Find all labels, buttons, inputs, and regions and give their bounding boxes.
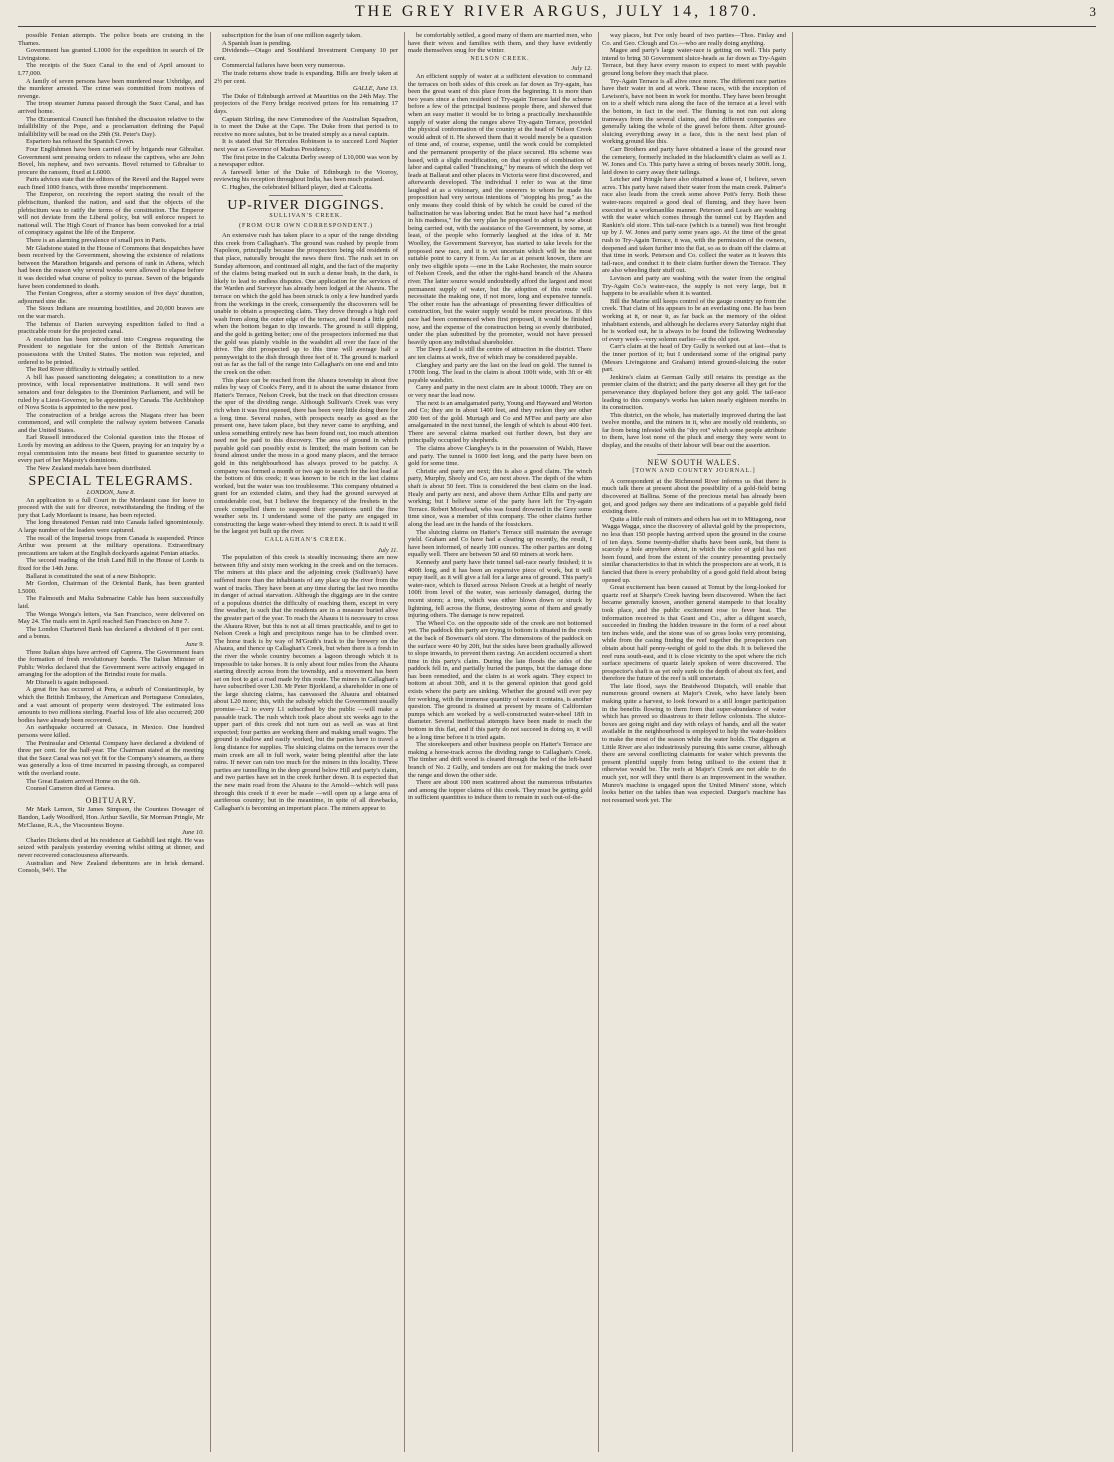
paragraph: The Falmouth and Malta Submarine Cable has been successfully laid. — [18, 595, 204, 610]
paragraph: Australian and New Zealand debentures are in brisk demand. Consols, 94½. The — [18, 859, 204, 875]
page-number: 3 — [1089, 4, 1096, 19]
news-paragraphs — [18, 32, 204, 472]
upriver-heading: UP-RIVER DIGGINGS. — [227, 198, 385, 214]
dateline: July 12. — [571, 65, 592, 73]
paragraph: Jenkins's claim at German Gully still retains its prestige as the premier claim of the district; and the party deserve all they get for the perseverance they displayed before they got any gold. The tail-race leading to this company's works has taken nearly eighteen months in its construction. — [602, 373, 786, 412]
masthead — [0, 0, 1114, 24]
paragraph: Carey and party in the next claim are in about 1000ft. They are on or very near the lead now. — [408, 384, 592, 399]
paragraph: The Deep Lead is still the centre of attraction in the district. There are ten claims at work, five of which may be considered payable. — [408, 346, 592, 361]
paragraph: The storekeepers and other business people on Hatter's Terrace are making a horse-track across the dividing range to Callaghan's Creek. The timber and drift wood is cleared through the bed of the left-hand branch of No. 2 Gully, and tenders are out for making the track over the range and down the other side. — [408, 741, 592, 779]
paragraph: The Wheel Co. on the opposite side of the creek are not bottomed yet. The paddock this party are trying to bottom is situated in the creek at the back of Bowman's old store. The dimensions of the paddock on the surface were 40 by 20ft, but the sides have been gradually allowed to slope inwards, to prevent them caving. An accident occurred a short time in this party's claim. During the late floods the sides of the paddock fell in, and partially buried the pumps, but the damage done has been remedied, and the claim is at work again. They expect to bottom at about 30ft, and it is the general opinion that good gold exists where the party are sinking. Whether the ground will ever pay for working, with the immense quantity of water it contains, is another question. The ground is drained at present by means of Californian pumps which are worked by a well-constructed water-wheel 18ft in diameter. Several ineffectual attempts have been made to reach the bottom in this flat, and if this party do not succeed in doing so, it will be a long time before it is tried again. — [408, 619, 592, 741]
paragraph: Carr Brothers and party have obtained a lease of the ground near the cemetery, formerly included in the blacksmith's claim as well as J. W. Jones and Co. This party have a string of boxes nearly 300ft. long, laid down to carry away their tailings. — [602, 145, 786, 176]
paragraph: A resolution has been introduced into Congress requesting the President to negotiate for the union of the British American possessions with the United States. The motion was rejected, and ordered to be printed. — [18, 335, 204, 366]
paragraph: The New Zealand medals have been distributed. — [26, 464, 152, 472]
news-paragraphs — [214, 554, 398, 812]
paragraph: The Great Eastern arrived Home on the 6th. — [26, 777, 141, 785]
paragraph: Mr Gordon, Chairman of the Oriental Bank, has been granted L5000. — [18, 580, 204, 595]
column-3 — [408, 32, 592, 1452]
paragraph: The trade returns show trade is expanding. Bills are freely taken at 2½ per cent. — [214, 69, 398, 85]
paragraph: The next is an amalgamated party, Young and Hayward and Worton and Co; they are in about 1400 feet, and they reckon they are other 200 feet of the gold. Murtagh and Co and M'Fee and party are also amalgamated in the next tunnel, the length of which is about 400 feet. There are several claims marked out further down, but they are principally occupied by shepherds. — [408, 399, 592, 445]
news-paragraphs — [18, 806, 204, 829]
paragraph: Three Italian ships have arrived off Caprera. The Government fears the formation of fresh revolutionary bands. The Italian Minister of Public Works declared that the Government were actively engaged in arranging for the adoption of the Brindisi route for mails. — [18, 648, 204, 679]
paragraph: Espartero has refused the Spanish Crown. — [26, 138, 135, 146]
paragraph: The Duke of Edinburgh arrived at Mauritius on the 24th May. The projectors of the Ferry bridge received prizes for his remaining 17 days. — [214, 92, 398, 115]
paragraph: Carr's claim at the head of Dry Gully is worked out at last—that is the inner portion of it; but I understand some of the original party (Messrs Livingstone and Graham) intend ground-sluicing the outer part. — [602, 343, 786, 374]
paragraph: Levison and party are washing with the water from the original Try-Again Co.'s water-race, the supply is not very large, but it happens to be available when it is wanted. — [602, 275, 786, 298]
paragraph: The troop steamer Jumna passed through the Suez Canal, and has arrived home. — [18, 100, 204, 115]
news-paragraphs — [602, 478, 786, 805]
paragraph: The construction of a bridge across the Niagara river has been commenced, and will complete the railway system between Canada and the United States. — [18, 411, 204, 434]
news-paragraphs — [214, 32, 398, 85]
paragraph: Dividends—Otago and Southland Investment Company 10 per cent. — [214, 47, 398, 62]
paragraph: A family of seven persons have been murdered near Uxbridge, and the murderer arrested. The crime was committed from motives of revenge. — [18, 77, 204, 100]
news-paragraphs — [602, 32, 786, 450]
paragraph: Mr Gladstone stated in the House of Commons that despatches have been received by the Government, showing the existence of relations between the Marathon brigands and persons of rank in Athens, which had been the reason why several weeks were allowed to elapse before it was decided what course of policy to pursue. Seven of the brigands have been condemned to death. — [18, 244, 204, 290]
paragraph: A Spanish loan is pending. — [222, 39, 292, 47]
dateline: June 10. — [181, 829, 204, 837]
paragraph: The Œcumenical Council has finished the discussion relative to the infallibility of the Pope, and a proclamation defining the Papal infallibility will be read on the 29th (St. Peter's Day). — [18, 115, 204, 138]
column-rule — [210, 32, 211, 1452]
paragraph: There is an alarming prevalence of small pox in Paris. — [26, 237, 167, 245]
correspondent-line: (FROM OUR OWN CORRESPONDENT.) — [239, 222, 373, 229]
paragraph: Clanghey and party are the last on the lead on gold. The tunnel is 1700ft long. The lead in the claim is about 100ft wide, with 3ft or 4ft payable washdirt. — [408, 361, 592, 384]
paragraph: Try-Again Terrace is all alive once more. The different race parties have their water in and at work. These races, with the exception of Lewison's, have not been in work for months. They have been brought on to a shelf which runs along the face of the terrace at a level with the bottom, in fact in the reef. The fluming is not run out along tramways from the several claims, and the different companies are generally taking the whole of the gravel before them. After ground-sluicing everything away in a face, this is the next best plan of working ground like this. — [602, 77, 786, 146]
paragraph: A great fire has occurred at Pera, a suburb of Constantinople, by which the British Embassy, the American and Portuguese Consulates, and a vast amount of property were destroyed. The estimated loss amounts to two millions sterling. Fearful loss of life also occurred; 200 bodies have already been recovered. — [18, 686, 204, 724]
paragraph: Government has granted L1000 for the expedition in search of Dr Livingstone. — [18, 47, 204, 62]
news-paragraphs — [18, 649, 204, 793]
paragraph: Kennedy and party have their tunnel tail-race nearly finished; it is 400ft long, and it has been an expensive piece of work, but it will repay itself, as it will give a fall for a large area of ground. This party's water-race, which is fluxed across Nelson Creek at a height of nearly 100ft from level of the water, was seriously damaged, during the recent storm; a tree, which was either blown down or struck by lightning, fell across the flume, destroying some of them and greatly injuring others. The damage is now repaired. — [408, 558, 592, 620]
column-rule — [404, 32, 405, 1452]
paragraph: Commercial failures have been very numerous. — [222, 62, 346, 70]
news-paragraphs — [408, 32, 592, 55]
paragraph: The recall of the Imperial troops from Canada is suspended. Prince Arthur was present at the military operations. Extraordinary precautions are taken at the English dockyards against Fenian attacks. — [18, 534, 204, 557]
paragraph: possible Fenian attempts. The police boats are cruising in the Thames. — [18, 32, 204, 47]
sullivan-heading: SULLIVAN'S CREEK. — [269, 213, 343, 220]
paragraph: A bill has passed sanctioning delegates; a constitution to a new province, with local representative institutions. It will send two senators and four delegates to the Dominion Parliament, and will be ruled by a Lieut-Governor, to be appointed by Canada. The Archbishop of Nova Scotia is appointed to the new post. — [18, 373, 204, 412]
telegrams-heading: SPECIAL TELEGRAMS. — [28, 474, 194, 490]
paragraph: A correspondent at the Richmond River informs us that there is much talk there at present about the possibility of a gold-field being discovered at Ballina. Some of the precious metal has already been got, and good judges say there are indications of a payable gold field existing there. — [602, 477, 786, 516]
paragraph: An efficient supply of water at a sufficient elevation to command the terraces on both sides of this creek as far down as Try-again, has been the great want of this place from the beginning. It is more than two years since a then resident of Try-again Terrace laid the scheme before a few of the principal business people there, and showed that when an easy matter it would be to bring a practically inexhaustible supply of water along the ranges above Try-again Terrace, provided the physical conformation of the country at the head of Nelson Creek would admit of it. He showed them that it would merely be a question of time and, of course, expense, until the work could be completed and the permanent prosperity of the place secured. His scheme was based, with a slight modification, on that system of combination of labor and capital called "franchising," by means of which the deep vet leads at Ballarat and other places in Victoria were first discovered, and afterwards developed. The individual I refer to was at the time laughed at as a visionary, and the sneerers to whom he made his proposition had very serious intentions of "stopping his prog," as the only means they could think of by which he could be cured of the hallucination he was laboring under. But he must have had "a method in his madness," for the very plan he proposed to adopt is now about being carried out, with the assistance of the Government, by some, at least, of the people who formerly laughed at the idea of it. Mr Woolley, the Government Surveyor, has started to take levels for the proposed new race, and it is yet uncertain which will be the most suitable point to carry it from. As far as at present known, there are only two eligible spots —one in the Lake Rochester, the main source of Nelson Creek, and the other the right-hand branch of the Ahaura river. The latter source would undoubtedly afford the largest and most permanent supply of water, but the adoption of this route will necessitate the making one, if not more, long and expensive tunnels. The other route has the advantage of presenting fewer difficulties of construction, but the water supply would be more precarious. If this race had been commenced when first proposed, it would be finished now, and the expense of the construction being so evenly distributed, under the plan submitted by the promoter, would not have pressed heavily upon any individual shareholder. — [408, 72, 592, 346]
dateline: June 9. — [185, 640, 204, 648]
paragraph: The long threatened Fenian raid into Canada failed ignominiously. A large number of the leaders were captured. — [18, 519, 204, 534]
paragraph: The population of this creek is steadily increasing; there are now between fifty and sixty men working in the creek and on the terraces. The miners at this place and the adjoining creek (Sullivan's) have suffered more than the inhabitants of any place up the river from the want of tracks. They have been at any time during the last two months in danger of actual starvation. Although the diggings are in the centre of a populous district the difficulty of reaching them, except in very fine weather, is such that the residents are in a measure buried alive the greater part of the year. To reach the Ahaura it is necessary to cross the Ahaura River, but this is not at all times practicable, and to get to Nelson Creek a high and precipitous range has to be climbed over. The horse track is by way of M'Grath's track to the brewery on the Ahaura, and thence up Callaghan's Creek, but when there is a fresh in the river the whole country becomes a lagoon through which it is impossible to take horses. It is only about four miles from the Ahaura starting directly across from the township, and a movement has been set on foot to get a road made by this route. The miners in Callaghan's have subscribed over L30. Mr Peter Bjorkland, a shareholder in one of the large sluicing claims, has canvassed the Ahaura and obtained about L20 more; this, with the subsidy which the Government usually promise—L2 to every L1 subscribed by the public —will make a passable track. The rush which took place about six weeks ago to the upper part of this creek did not turn out as well as was at first expected; four parties are working there and making small wages. The ground is shallow and easily worked, but the parties have to travel a long distance for supplies. The sluicing claims on the terraces over the main creek are all in full work, water being plentiful after the late rains. If never can rain too much for the miners in this locality. Three parties are tunnelling in the deep ground below Hill and party's claim, and two parties have set in the creek further down. It is expected that the new main road from the Ahaura to the Arnold—which will pass through this creek if it ever be made —will open up a large area of auriferous country; but in the meantime, in spite of all drawbacks, Callaghan's is becoming an important place. The miners appear to — [214, 554, 398, 812]
news-paragraphs — [18, 837, 204, 875]
paragraph: The Sioux Indians are resuming hostilities, and 20,000 braves are on the war march. — [18, 305, 204, 320]
paragraph: way places, but I've only heard of two parties—Thos. Finlay and Co. and Geo. Clough and Co.—who are really doing anything. — [602, 32, 786, 47]
news-paragraphs — [214, 232, 398, 536]
paragraph: be comfortably settled, a good many of them are married men, who have their wives and families with them, and they have evidently made themselves snug for the winter. — [408, 32, 592, 55]
paragraph: An extensive rush has taken place to a spur of the range dividing this creek from Callaghan's. The ground was rushed by people from Napoleon, principally because the prospectors being old residents of that place, naturally brought the news there first. The rush set in on Sunday afternoon, and continued all night, and the fact of the majority of the claims being marked out in such a dense bush, in the dark, is likely to lead to endless disputes. One application for the services of the Warden and Surveyor has already been lodged at the Ahaura. The terrace on which the gold has been struck is only a few hundred yards from the workings in the creek, consequently the discoverers will be unable to obtain a prospecting claim. They drove through a high reef wash from along the outer edge of the terrace, and found a little gold when the bottom began to dip inwards. The ground is still dipping, and the gold is getting better; one of the prospectors informed me that the gold was plainly visible in the washdirt all over the face of the drive. The dirt prospected up to this time will average half a pennyweight to the dish through three feet of it. The ground is marked out as far as the fall of the range into Callaghan's on one end and into the creek on the other. — [214, 232, 398, 376]
paragraph: This district, on the whole, has materially improved during the last twelve months, and the miners in it, who are mostly old residents, so far from being infested with the "dry rot" which some people attribute to them, have lost none of the pluck and energy they were wont to display, and the results of their labour will bear out the assertion. — [602, 411, 786, 450]
masthead-title: THE GREY RIVER ARGUS, JULY 14, 1870. — [354, 3, 760, 20]
paragraph: Bill the Marine still keeps control of the gauge country up from the creek. That claim of his appears to be an everlasting one. He has been working at it, or near it, as far back as the memory of the oldest inhabitant extends, and although he declares every Saturday night that he is worked out, he is always to be found the following Wednesday of every week—very solemn earlier—at the old spot. — [602, 297, 786, 343]
paragraph: The sluicing claims on Hatter's Terrace still maintain the average yield. Graham and Co have had a clearing up recently, the result, I have been informed, of nearly 100 ounces. The other parties are doing equally well. There are between 50 and 60 miners at work here. — [408, 528, 592, 559]
paragraph: Letcher and Pringle have also obtained a lease of, I believe, seven acres. This party have raised their water from the main creek. Palmer's race also leads from the creek some above Pott's ferry. Both these water-races required a good deal of fluming, and they have been executed in a workmanlike manner. Peterson and Leach are washing with the water which comes through the tunnel cut by Hayden and Rankin's old store. This tail-race (which is a tunnel) was first brought up by J. W. Jones and party some years ago. At the time of the great rush to Try-Again Terrace, it was, with the permission of the owners, deepened and taken further into the flat, so as to drain off the claims at that time in work. Peterson and Co. collect the water as it leaves this tail-race, and conduct it to their claim further down the Terrace. They are also wheeling their stuff out. — [602, 176, 786, 275]
paragraph: The Fenian Congress, after a stormy session of five days' duration, adjourned sine die. — [18, 290, 204, 305]
nsw-heading: NEW SOUTH WALES. — [647, 457, 741, 467]
paragraph: Captain Stirling, the new Commodore of the Australian Squadron, is to meet the Duke at the Cape. The Duke from that period is to receive no more salutes, but to be treated simply as a naval captain. — [214, 115, 398, 138]
paragraph: The second reading of the Irish Land Bill in the House of Lords is fixed for the 14th June. — [18, 557, 204, 572]
divider — [657, 454, 731, 455]
column-1 — [18, 32, 204, 1452]
paragraph: Christie and party are next; this is also a good claim. The winch party, Murphy, Sheely and Co, are next above. The depth of the whim shaft is about 50 feet. This is considered the best claim on the lead. Healy and party are next, and above them Arthur Ellis and party are working; but I believe some of the party have left for Try-again Terrace. Robert Moorhead, who was found drowned in the Grey some time since, was a member of this company. The other claims further along the lead are in the hands of the fossickers. — [408, 467, 592, 528]
paragraph: Great excitement has been caused at Tomut by the long-looked for quartz reef at Sharpe's Creek having been discovered. When the fact became generally known, another general stampede to that locality took place, and the public excitement rose to fever heat. The information received is that Grant and Co., after a diligent search, succeeded in finding the hidden treasure in the form of a reef about ten inches wide, and the stone was of so gross looks very promising, while from the casing finding the reef together the prospectors can obtain about half penny-weight of gold to the dish. It is believed the reef runs south-east, and it is close vicinity to the spot where the rich surface specimens of quartz lately spoken of were discovered. The prospector's shaft is as yet only sunk to the depth of about six feet, and therefore the future of the reef is still uncertain. — [602, 584, 786, 683]
paragraph: Four Englishmen have been carried off by brigands near Gibraltar. Government sent pressing orders to release the captives, who are John Bovel, his nephew, and two servants. Bovel returned to Gibraltar to procure the ransom, fixed at L6000. — [18, 145, 204, 176]
paragraph: C. Hughes, the celebrated billiard player, died at Calcutta. — [222, 183, 373, 191]
paragraph: Quite a little rush of miners and others has set in to Mittagong, near Wagga Wagga, since the discovery of alluvial gold by the prospectors, no less than 150 people having arrived upon the ground in the course of ten days. Some twenty-duffer shafts have been sunk, but there is scarcely a hole anywhere about, in which the color of gold has not been found, and from the extent of the country presenting precisely similar characteristics to that in which the prospectors are at work, it is fancied that there is every probability of a good gold field about being opened up. — [602, 515, 786, 584]
news-paragraphs — [18, 497, 204, 641]
column-4 — [602, 32, 786, 1452]
column-rule — [792, 32, 793, 1452]
paragraph: Charles Dickens died at his residence at Gadshill last night. He was seized with paralysis yesterday evening whilst sitting at dinner, and never recovered consciousness afterwards. — [18, 836, 204, 859]
paragraph: The Wonga Wonga's letters, via San Francisco, were delivered on May 24. The mails sent in April reached San Francisco on June 7. — [18, 610, 204, 626]
paragraph: The London Chartered Bank has declared a dividend of 8 per cent. and a bonus. — [18, 625, 204, 641]
callaghan-heading: CALLAGHAN'S CREEK. — [264, 537, 348, 543]
paragraph: The late flood, says the Braidwood Dispatch, will enable that numerous ground owners at Major's Creek, who have lately been making quite a harvest, to look forward to a still longer participation in the benefits flowing to them from that super-abundance of water which has proved so disastrous to their fellow colonists. The sluice-boxes are going night and day with relays of hands, and all the water available in the neighbourhood is employed to help the water-holders to make the most of the season while the water holds. The diggers at Little River are also industriously pursuing this same course, although there are several conflicting claimants for water which prevents the present plentiful supply from being utilised to the extent that it otherwise would be. The reefs at Major's Creek are not able to do much yet, nor will they until there is an improvement in the weather. Munro's machine is engaged upon the United Miners' stone, which looks better on the tables than was expected. Dargue's machine has not resumed work yet. The — [602, 682, 786, 804]
column-rule — [598, 32, 599, 1452]
news-paragraphs — [408, 73, 592, 802]
column-2 — [214, 32, 398, 1452]
paragraph: Mr Disraeli is again indisposed. — [26, 678, 109, 686]
paragraph: The Red River difficulty is virtually settled. — [26, 366, 140, 374]
top-rule — [18, 26, 1096, 27]
paragraph: Ballarat is constituted the seat of a new Bishopric. — [26, 572, 157, 580]
paragraph: subscription for the loan of one million eagerly taken. — [222, 32, 362, 39]
dateline: LONDON, June 8. — [86, 489, 136, 497]
obituary-heading: OBITUARY. — [85, 795, 137, 805]
paragraph: There are about 100 men scattered about the numerous tributaries and among the topper claims of this creek. They must be getting gold in sufficient quantities to induce them to remain in such out-of-the- — [408, 779, 592, 802]
paragraph: Magee and party's large water-race is getting on well. This party intend to bring 30 Government sluice-heads as far down as Try-Again Terrace, but they have every reason to expect to meet with payable ground long before they reach that place. — [602, 47, 786, 77]
paragraph: Paris advices state that the editors of the Reveil and the Rappel were each fined 1000 francs, with three months' imprisonment. — [18, 176, 204, 191]
dateline: July 11. — [377, 546, 398, 554]
paragraph: The Isthmus of Darien surveying expedition failed to find a practicable route for the projected canal. — [18, 320, 204, 336]
paragraph: The Emperor, on receiving the report stating the result of the plebiscitum, thanked the nation, and said that the objects of the plebiscitum was to ratify the terms of the constitution. The Emperor will not deviate from the Liberal policy, but will enforce respect to national will. The High Court of France has been convoked for a trial of conspiracy against the life of the Emperor. — [18, 191, 204, 237]
paragraph: The Peninsular and Oriental Company have declared a dividend of three per cent. for the half-year. The Chairman stated at the meeting that the Suez Canal was not yet fit for the Company's steamers, as there was generally a loss of time incurred in passing through, as compared with the overland route. — [18, 739, 204, 777]
paragraph: The claims above Clanghey's is in the possession of Walsh, Hawe and party. The tunnel is 1600 feet long, and the party have been on gold for some time. — [408, 445, 592, 468]
nsw-source: [TOWN AND COUNTRY JOURNAL.] — [632, 468, 756, 475]
paragraph: A farewell letter of the Duke of Edinburgh to the Viceroy, reviewing his reception throughout India, has been much praised. — [214, 168, 398, 184]
paragraph: It is stated that Sir Hercules Robinson is to succeed Lord Napier next year as Governor of Madras Presidency. — [214, 138, 398, 153]
paragraph: This place can be reached from the Ahaura township in about five miles by way of Cook's Ferry, and it is about the same distance from Hatter's Terrace, Nelson Creek, but the track on that direction crosses the spur of the dividing range. Although Sullivan's Creek was very rich when it was first opened, there has been very little doing there for a long time. Several rushes, with prospects nearly as good as the present one, have taken place, but they never came to anything, and unless something entirely new has been found out, too much attention need not be paid to this discovery. The area of ground in which payable gold can possibly exist is limited; the main bottom can be found almost under the moss in a good many places, and the terrace gold in this neighbourhood has always proved to be patchy. A company was formed a month or two ago to search for the lost lead at the bottom of this creek; it was known to be rich in the last claims worked, but the water was too troublesome. This company obtained a grant for an extended claim, and they had the ground surveyed at considerable cost, but I believe the frequency of the freshets in the creek compelled them to suspend their operations until the fine weather sets in. I understand some of the party are engaged in constructing the large water-wheel they intend to erect. It is said it will be the largest yet built up the river. — [214, 376, 398, 536]
paragraph: An application to a full Court in the Mordaunt case for leave to proceed with the suit for divorce, notwithstanding the finding of the jury that Lady Mordaunt is insane, has been rejected. — [18, 496, 204, 519]
paragraph: Earl Russell introduced the Colonial question into the House of Lords by moving an address to the Queen, praying for an inquiry by a royal commission into the means best fitted to guarantee security to every part of her Majesty's dominions. — [18, 434, 204, 465]
paragraph: The receipts of the Suez Canal to the end of April amount to L77,000. — [18, 62, 204, 77]
nelson-heading: NELSON CREEK. — [470, 55, 530, 62]
paragraph: An earthquake occurred at Oaxaca, in Mexico. One hundred persons were killed. — [18, 724, 204, 740]
paragraph: Counsel Cameron died at Geneva. — [26, 785, 115, 793]
dateline: GALLE, June 13. — [352, 85, 398, 93]
news-paragraphs — [214, 93, 398, 192]
divider — [269, 195, 343, 196]
paragraph: Mr Mark Lemon, Sir James Simpson, the Countess Dowager of Bandon, Lady Woodford, Hon. Arthur Saville, Sir Morman Pringle, Mr McClause, R.A., the Viscountess Boyne. — [18, 806, 204, 829]
paragraph: The first prize in the Calcutta Derby sweep of L10,000 was won by a newspaper editor. — [214, 153, 398, 169]
